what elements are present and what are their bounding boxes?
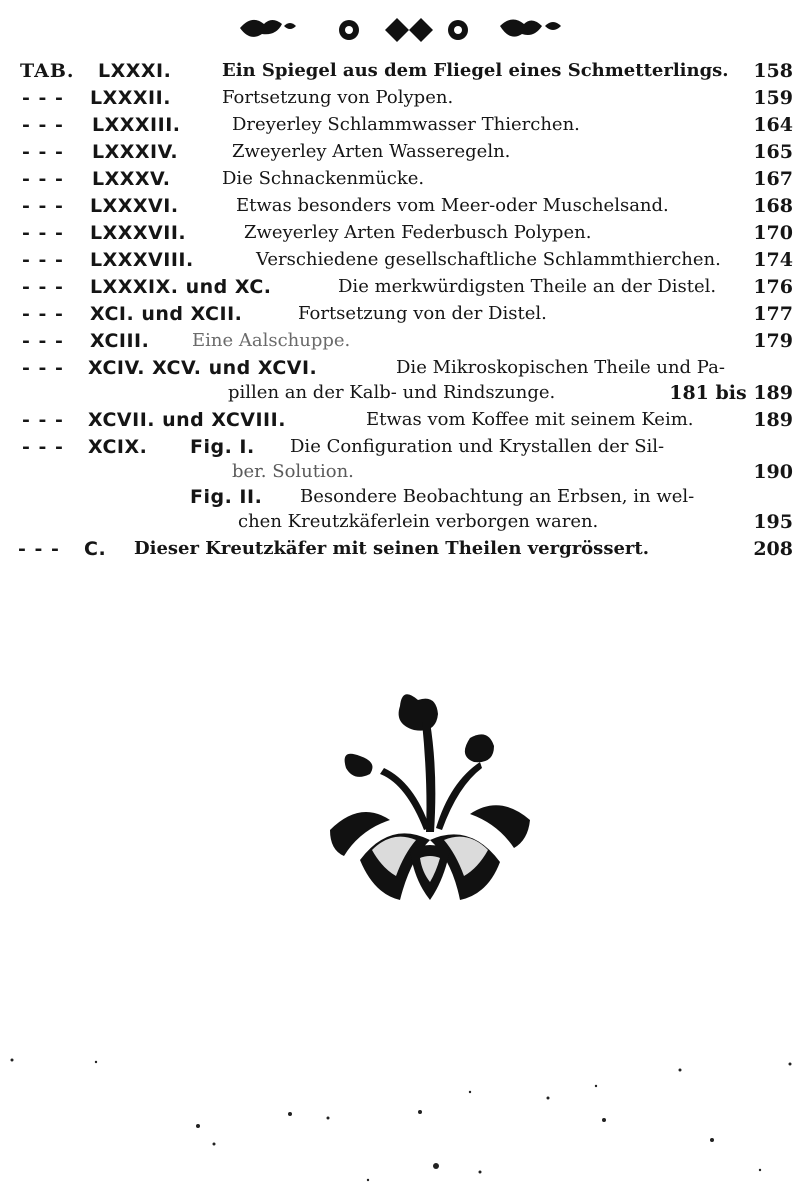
toc-row [0,58,811,84]
toc-leader: - - - [22,276,64,298]
toc-leader: - - - [22,114,64,136]
toc-description: Besondere Beobachtung an Erbsen, in wel- [300,486,695,507]
toc-row [0,301,811,327]
toc-description: Fortsetzung von Polypen. [222,87,454,108]
toc-leader: - - - [22,249,64,271]
toc-row [0,355,811,381]
toc-description: Die Configuration und Krystallen der Sil- [290,436,665,457]
toc-row [0,536,811,562]
toc-leader: TAB. [20,60,75,82]
toc-leader: - - - [22,409,64,431]
toc-leader: - - - [22,168,64,190]
paper-specks [0,1030,811,1200]
toc-row [0,434,811,460]
toc-description: Etwas vom Koffee mit seinem Keim. [366,409,694,430]
toc-leader: - - - [22,436,64,458]
toc-page-number: 176 [753,276,793,298]
toc-row-continuation [0,380,811,406]
toc-row-continuation [0,509,811,535]
toc-leader: - - - [22,303,64,325]
toc-page-number: 181 bis 189 [669,382,793,404]
toc-plate-number: XCVII. und XCVIII. [88,409,286,431]
toc-page-number: 170 [753,222,793,244]
toc-description: Dieser Kreutzkäfer mit seinen Theilen vergrössert. [134,538,649,559]
toc-row [0,484,811,510]
toc-plate-number: C. [84,538,107,560]
header-ornament [0,8,811,48]
toc-row [0,407,811,433]
toc-description: Etwas besonders vom Meer-oder Muschelsand. [236,195,669,216]
toc-page-number: 159 [753,87,793,109]
toc-leader: - - - [22,222,64,244]
toc-plate-number: LXXXI. [98,60,172,82]
toc-page-number: 179 [753,330,793,352]
toc-row [0,247,811,273]
toc-plate-number: LXXXVI. [90,195,179,217]
toc-plate-number: LXXXII. [90,87,171,109]
toc-row [0,85,811,111]
toc-figure-label: Fig. II. [190,486,263,508]
toc-plate-number: LXXXVII. [90,222,187,244]
toc-plate-number: LXXXIX. und XC. [90,276,272,298]
toc-description: Zweyerley Arten Federbusch Polypen. [244,222,592,243]
toc-plate-number: XCIX. [88,436,148,458]
toc-row [0,193,811,219]
toc-description: Fortsetzung von der Distel. [298,303,547,324]
toc-page-number: 190 [753,461,793,483]
toc-plate-number: XCIII. [90,330,150,352]
toc-page-number: 164 [753,114,793,136]
toc-description-continued: chen Kreutzkäferlein verborgen waren. [238,511,599,532]
toc-description: Die Mikroskopischen Theile und Pa- [396,357,725,378]
toc-description-continued: ber. Solution. [232,461,354,482]
toc-row [0,112,811,138]
toc-description: Zweyerley Arten Wasseregeln. [232,141,511,162]
toc-page-number: 189 [753,409,793,431]
toc-page-number: 167 [753,168,793,190]
toc-page-number: 195 [753,511,793,533]
toc-row [0,274,811,300]
toc-page-number: 177 [753,303,793,325]
toc-plate-number: LXXXIV. [92,141,179,163]
toc-page-number: 174 [753,249,793,271]
toc-plate-number: LXXXV. [92,168,171,190]
toc-page-number: 165 [753,141,793,163]
toc-leader: - - - [22,330,64,352]
toc-page-number: 168 [753,195,793,217]
toc-description: Die Schnackenmücke. [222,168,425,189]
toc-leader: - - - [22,141,64,163]
toc-page-number: 208 [753,538,793,560]
toc-plate-number: LXXXVIII. [90,249,194,271]
toc-row [0,166,811,192]
toc-description: Ein Spiegel aus dem Fliegel eines Schmetterlings. [222,60,729,81]
toc-description-continued: pillen an der Kalb- und Rindszunge. [228,382,556,403]
toc-description: Eine Aalschuppe. [192,330,351,351]
toc-leader: - - - [22,87,64,109]
toc-leader: - - - [22,357,64,379]
toc-description: Die merkwürdigsten Theile an der Distel. [338,276,717,297]
toc-plate-number: XCIV. XCV. und XCVI. [88,357,318,379]
toc-leader: - - - [18,538,60,560]
toc-plate-number: XCI. und XCII. [90,303,243,325]
toc-page-number: 158 [753,60,793,82]
toc-figure-label: Fig. I. [190,436,255,458]
toc-row [0,139,811,165]
toc-description: Verschiedene gesellschaftliche Schlammthierchen. [256,249,721,270]
toc-leader: - - - [22,195,64,217]
toc-row-continuation [0,459,811,485]
floral-vignette [320,680,540,920]
toc-plate-number: LXXXIII. [92,114,181,136]
toc-row [0,328,811,354]
toc-row [0,220,811,246]
toc-description: Dreyerley Schlammwasser Thierchen. [232,114,580,135]
